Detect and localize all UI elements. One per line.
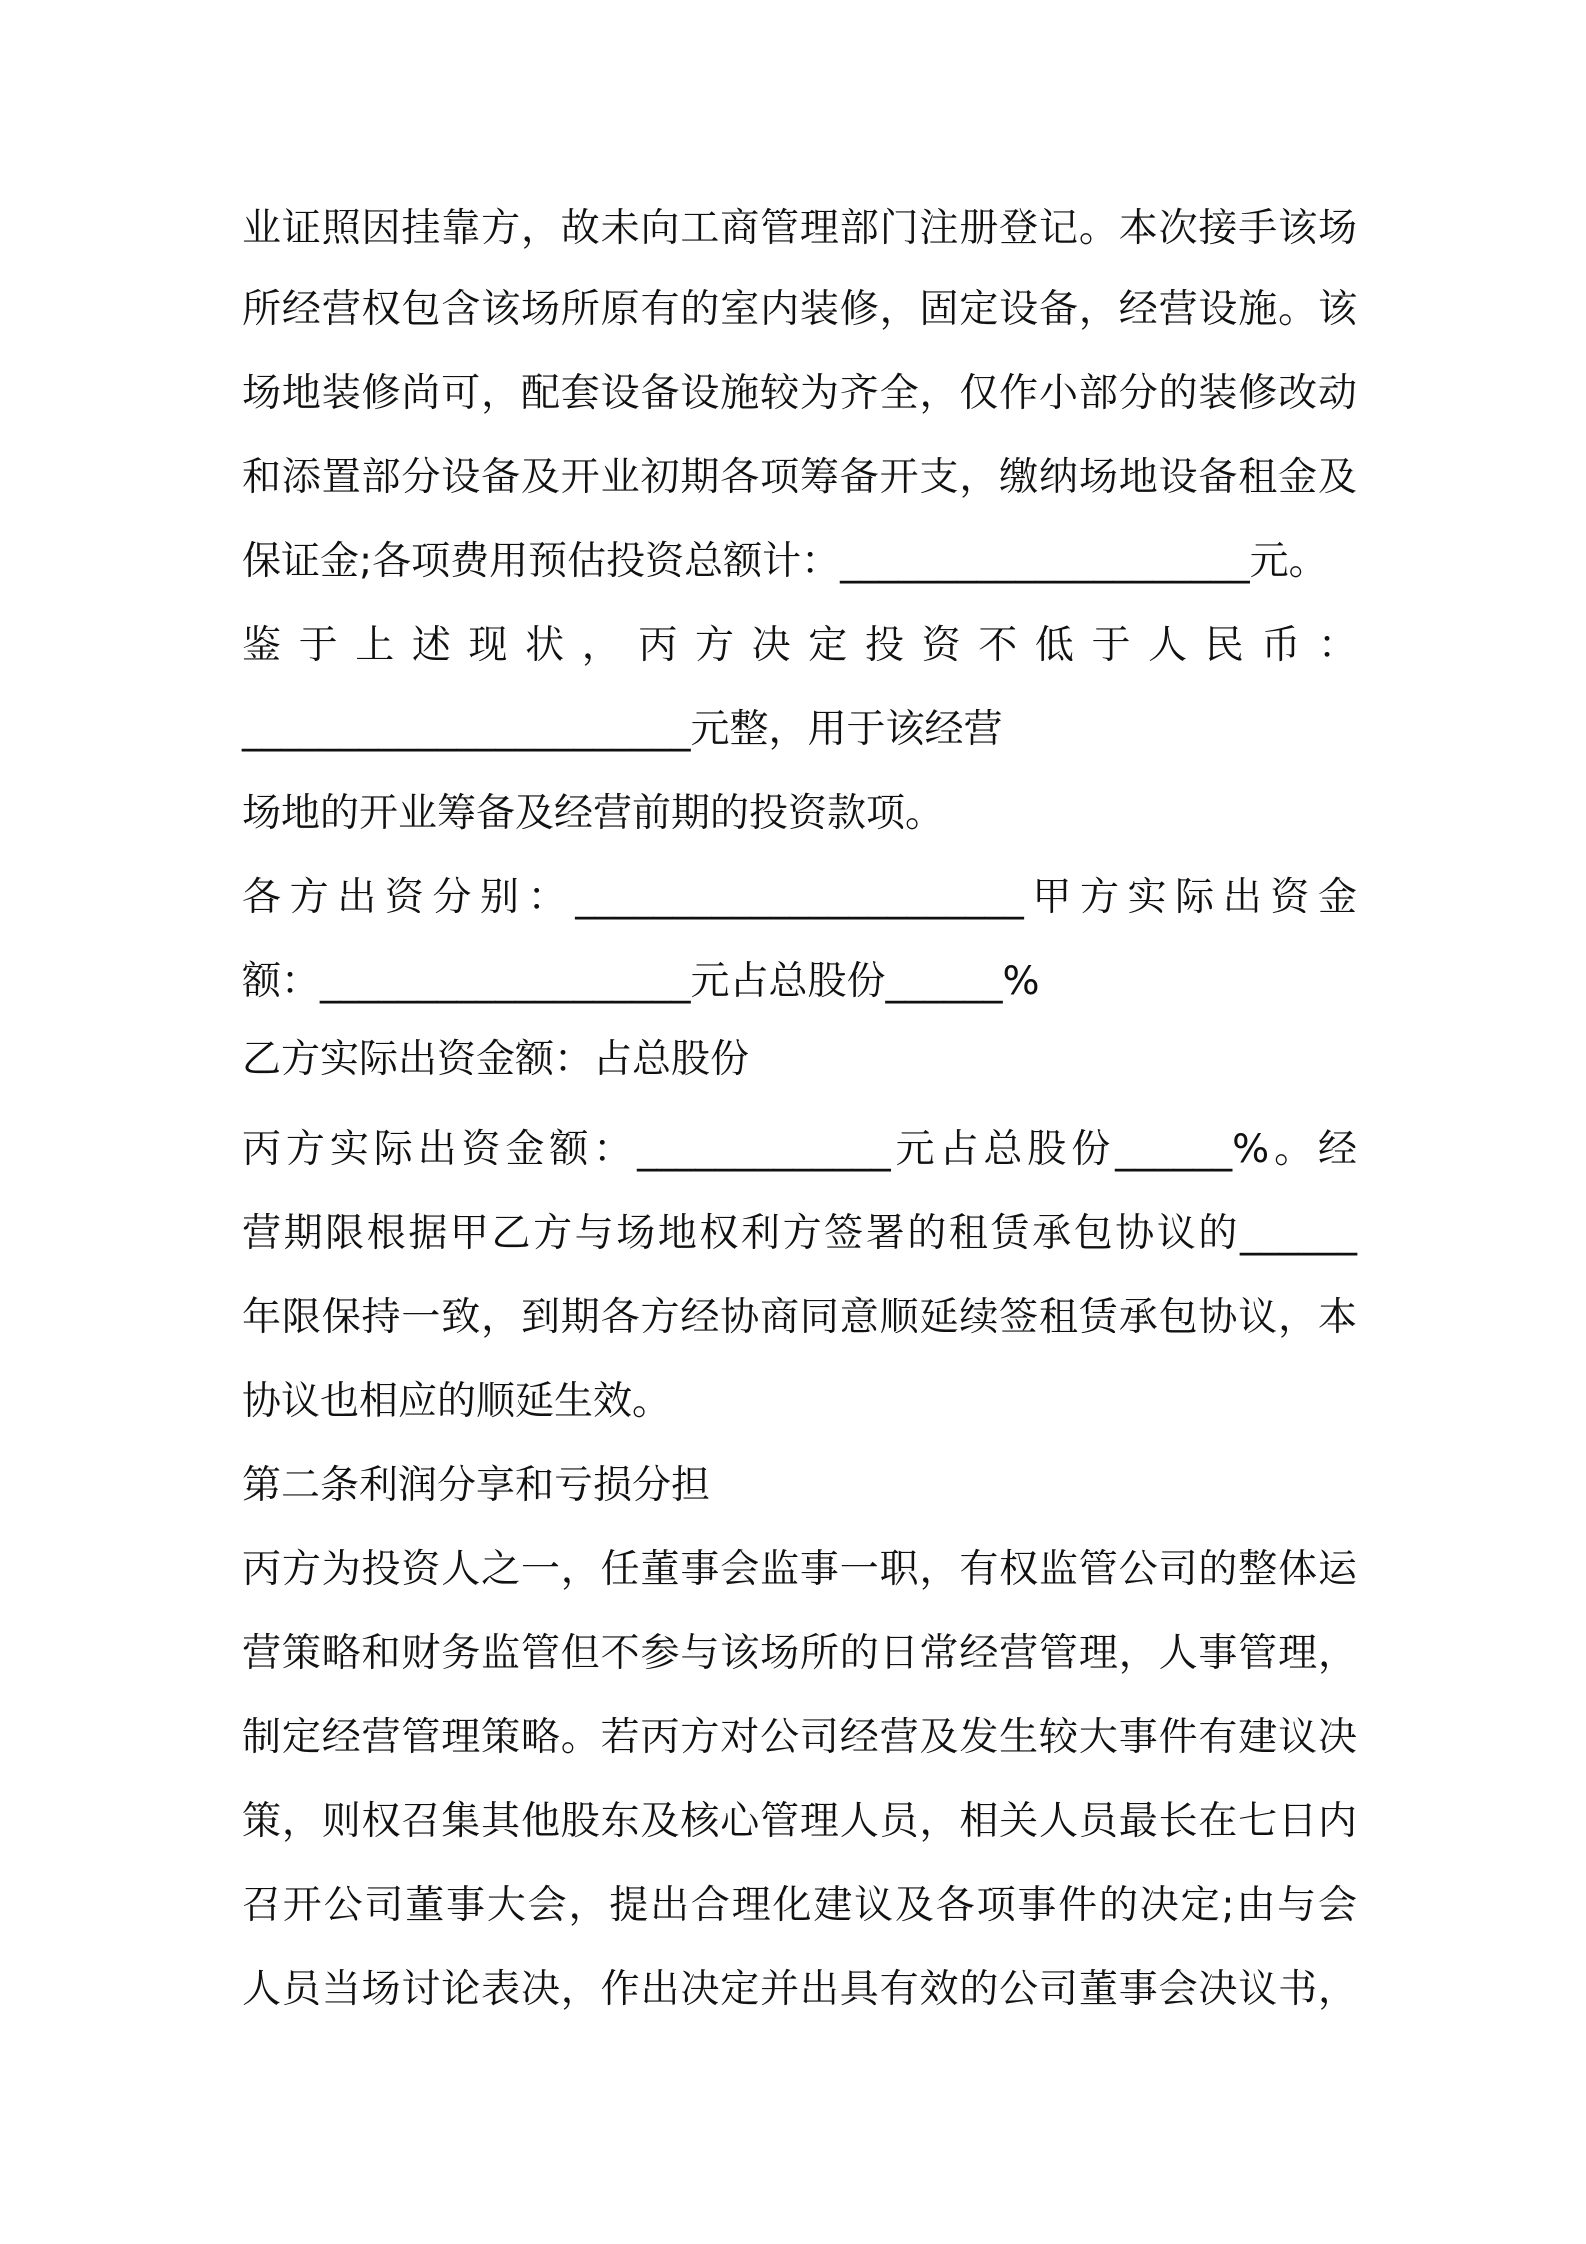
text-line-18: 营策略和财务监管但不参与该场所的日常经营管理，人事管理， (242, 1631, 1357, 1676)
text-line-19: 制定经营管理策略。若丙方对公司经营及发生较大事件有建议决 (242, 1715, 1357, 1760)
text-line-5: 保证金;各项费用预估投资总额计：_____________________元。 (242, 539, 1328, 584)
text-line-7: _______________________元整，用于该经营 (242, 707, 1003, 752)
text-line-20: 策，则权召集其他股东及核心管理人员，相关人员最长在七日内 (242, 1799, 1357, 1844)
section-heading: 第二条利润分享和亏损分担 (242, 1463, 711, 1508)
text-line-6: 鉴于上述现状，丙方决定投资不低于人民币： (242, 623, 1357, 668)
text-line-11: 乙方实际出资金额：占总股份 (242, 1037, 750, 1082)
text-line-22: 人员当场讨论表决，作出决定并出具有效的公司董事会决议书， (242, 1967, 1357, 2012)
text-line-9: 各方出资分别：_______________________甲方实际出资金 (242, 875, 1357, 920)
text-line-15: 协议也相应的顺延生效。 (242, 1379, 672, 1424)
text-line-3: 场地装修尚可，配套设备设施较为齐全，仅作小部分的装修改动 (242, 371, 1357, 416)
text-line-8: 场地的开业筹备及经营前期的投资款项。 (242, 791, 945, 836)
text-line-14: 年限保持一致，到期各方经协商同意顺延续签租赁承包协议，本 (242, 1295, 1357, 1340)
text-line-4: 和添置部分设备及开业初期各项筹备开支，缴纳场地设备租金及 (242, 455, 1357, 500)
text-line-21: 召开公司董事大会，提出合理化建议及各项事件的决定;由与会 (242, 1883, 1357, 1928)
text-line-13: 营期限根据甲乙方与场地权利方签署的租赁承包协议的______ (242, 1211, 1357, 1256)
text-line-2: 所经营权包含该场所原有的室内装修，固定设备，经营设施。该 (242, 287, 1357, 332)
text-line-12: 丙方实际出资金额：_____________元占总股份______%。经 (242, 1127, 1357, 1172)
text-line-17: 丙方为投资人之一，任董事会监事一职，有权监管公司的整体运 (242, 1547, 1357, 1592)
text-line-1: 业证照因挂靠方，故未向工商管理部门注册登记。本次接手该场 (242, 206, 1357, 251)
text-line-10: 额：___________________元占总股份______% (242, 959, 1040, 1004)
